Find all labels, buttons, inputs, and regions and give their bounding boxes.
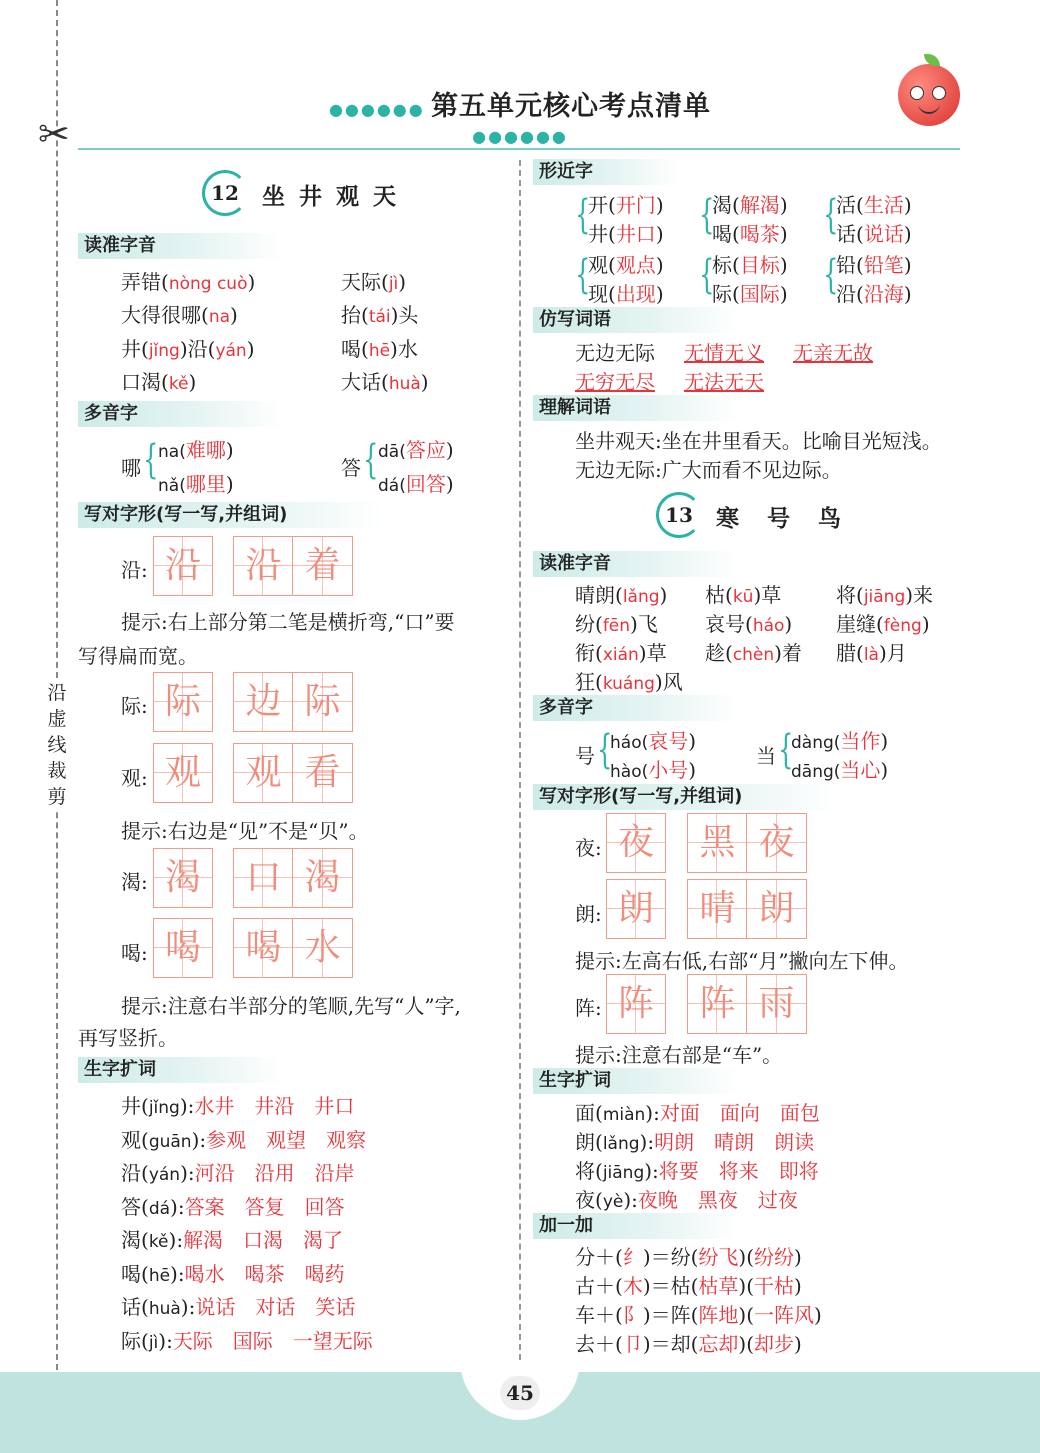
- pron-item: 纷(fēn)飞: [575, 612, 658, 636]
- tip: 写得扁而宽。: [78, 644, 198, 668]
- write-label: 际:: [121, 694, 148, 718]
- writing-box-pair: 阵 雨: [687, 974, 807, 1034]
- lesson-12-title: 坐井观天: [262, 184, 410, 210]
- add-item: 去＋(卩)＝却(忘却)(却步): [575, 1332, 802, 1356]
- section-add-radicals: 加一加: [533, 1213, 739, 1239]
- poly-char: 号: [575, 744, 595, 768]
- section-understand-words: 理解词语: [533, 395, 739, 421]
- writing-box-pair: 喝 水: [233, 918, 353, 978]
- similar-item: 铅(铅笔): [836, 253, 912, 277]
- section-pronunciation: 读准字音: [78, 233, 284, 259]
- poly-char: 当: [756, 744, 776, 768]
- brace-icon: {: [575, 192, 591, 238]
- poly-reading: dā(答应): [378, 438, 454, 462]
- similar-item: 开(开门): [588, 193, 664, 217]
- title-dots-left: ●●●●●●: [328, 100, 425, 119]
- pron-item: 口渴(kě): [121, 370, 197, 394]
- expand-item: 话(huà):说话 对话 笑话: [121, 1295, 356, 1319]
- writing-box: 阵: [606, 974, 666, 1034]
- brace-icon: {: [597, 727, 613, 773]
- writing-box-pair: 晴 朗: [687, 879, 807, 939]
- similar-item: 沿(沿海): [836, 282, 912, 306]
- cut-instruction: 沿 虚 线 裁 剪: [44, 680, 70, 810]
- poly-reading: háo(哀号): [610, 729, 697, 753]
- tip: 提示:右边是“见”不是“贝”。: [121, 819, 369, 843]
- similar-item: 活(生活): [836, 193, 912, 217]
- section-writing: 写对字形(写一写,并组词): [78, 502, 384, 528]
- pron-item: 腊(là)月: [836, 641, 907, 665]
- pron-item: 天际(jì): [341, 270, 407, 294]
- poly-reading: dàng(当作): [791, 729, 889, 753]
- imitate-answer: 无穷无尽: [575, 370, 655, 394]
- lesson-13-number: 13: [656, 492, 702, 538]
- section-pronunciation: 读准字音: [533, 551, 739, 577]
- imitate-given: 无边无际: [575, 341, 655, 365]
- add-item: 古＋(木)＝枯(枯草)(干枯): [575, 1274, 802, 1298]
- expand-item: 渴(kě):解渴 口渴 渴了: [121, 1228, 344, 1252]
- page-title: 第五单元核心考点清单: [431, 91, 712, 122]
- poly-char: 哪: [121, 456, 141, 480]
- writing-box: 沿: [153, 536, 213, 596]
- add-item: 分＋(纟)＝纷(纷飞)(纷纷): [575, 1245, 802, 1269]
- add-item: 车＋(阝)＝阵(阵地)(一阵风): [575, 1303, 822, 1327]
- brace-icon: {: [778, 727, 794, 773]
- similar-item: 渴(解渴): [712, 193, 788, 217]
- expand-item: 夜(yè):夜晚 黑夜 过夜: [575, 1188, 798, 1212]
- expand-item: 朗(lǎng):明朗 晴朗 朗读: [575, 1130, 815, 1154]
- brace-icon: {: [823, 252, 839, 298]
- write-label: 朗:: [575, 902, 602, 926]
- brace-icon: {: [823, 192, 839, 238]
- similar-item: 现(出现): [588, 282, 664, 306]
- write-label: 喝:: [121, 941, 148, 965]
- section-word-expansion: 生字扩词: [78, 1057, 284, 1083]
- brace-icon: {: [575, 252, 591, 298]
- similar-item: 喝(喝茶): [712, 222, 788, 246]
- pron-item: 趁(chèn)着: [705, 641, 802, 665]
- tip: 提示:左高右低,右部“月”撇向左下伸。: [575, 949, 909, 973]
- write-label: 观:: [121, 766, 148, 790]
- pron-item: 弄错(nòng cuò): [121, 270, 256, 294]
- pron-item: 井(jǐng)沿(yán): [121, 337, 255, 361]
- pron-item: 喝(hē)水: [341, 337, 418, 361]
- pron-item: 狂(kuáng)风: [575, 670, 683, 694]
- pron-item: 大得很哪(na): [121, 303, 238, 327]
- writing-box: 际: [153, 672, 213, 732]
- page-number: 45: [500, 1376, 540, 1410]
- poly-reading: dá(回答): [378, 472, 454, 496]
- expand-item: 井(jǐng):水井 井沿 井口: [121, 1094, 355, 1118]
- similar-item: 井(井口): [588, 222, 664, 246]
- section-writing: 写对字形(写一写,并组词): [533, 784, 839, 810]
- tip: 提示:注意右半部分的笔顺,先写“人”字,: [121, 994, 461, 1018]
- writing-box: 观: [153, 743, 213, 803]
- definition: 无边无际:广大而看不见边际。: [575, 458, 842, 482]
- expand-item: 答(dá):答案 答复 回答: [121, 1195, 345, 1219]
- scissors-icon: ✂: [38, 112, 70, 156]
- pron-item: 哀号(háo): [705, 612, 793, 636]
- writing-box: 夜: [606, 813, 666, 873]
- lesson-13-title: 寒号鸟: [716, 506, 869, 532]
- writing-box: 喝: [153, 918, 213, 978]
- writing-box-pair: 观 看: [233, 743, 353, 803]
- page-header: [290, 84, 750, 147]
- section-imitate-words: 仿写词语: [533, 307, 739, 333]
- writing-box: 朗: [606, 879, 666, 939]
- similar-item: 话(说话): [836, 222, 912, 246]
- imitate-answer: 无亲无故: [793, 341, 873, 365]
- pron-item: 崖缝(fèng): [836, 612, 930, 636]
- similar-item: 际(国际): [712, 282, 788, 306]
- similar-item: 标(目标): [712, 253, 788, 277]
- write-label: 阵:: [575, 996, 602, 1020]
- lesson-12-number: 12: [202, 170, 248, 216]
- brace-icon: {: [699, 252, 715, 298]
- writing-box-pair: 黑 夜: [687, 813, 807, 873]
- pron-item: 将(jiāng)来: [836, 583, 934, 607]
- tip: 再写竖折。: [78, 1026, 178, 1050]
- pron-item: 枯(kū)草: [705, 583, 782, 607]
- expand-item: 喝(hē):喝水 喝茶 喝药: [121, 1262, 345, 1286]
- poly-reading: na(难哪): [158, 438, 234, 462]
- section-word-expansion: 生字扩词: [533, 1068, 739, 1094]
- tip: 提示:注意右部是“车”。: [575, 1043, 783, 1067]
- poly-reading: dāng(当心): [791, 758, 889, 782]
- section-polyphones: 多音字: [78, 401, 284, 427]
- writing-box: 渴: [153, 848, 213, 908]
- title-dots-right: ●●●●●●: [472, 127, 568, 146]
- section-similar-chars: 形近字: [533, 159, 679, 185]
- header-divider: [78, 148, 960, 150]
- writing-box-pair: 边 际: [233, 672, 353, 732]
- poly-reading: nǎ(哪里): [158, 472, 234, 496]
- poly-reading: hào(小号): [610, 758, 697, 782]
- expand-item: 面(miàn):对面 面向 面包: [575, 1101, 820, 1125]
- writing-box-pair: 口 渴: [233, 848, 353, 908]
- expand-item: 将(jiāng):将要 将来 即将: [575, 1159, 819, 1183]
- imitate-answer: 无法无天: [684, 370, 764, 394]
- pron-item: 大话(huà): [341, 370, 429, 394]
- write-label: 沿:: [121, 558, 148, 582]
- write-label: 渴:: [121, 870, 148, 894]
- expand-item: 沿(yán):河沿 沿用 沿岸: [121, 1161, 355, 1185]
- apple-mascot-icon: [898, 64, 960, 126]
- imitate-answer: 无情无义: [684, 341, 764, 365]
- definition: 坐井观天:坐在井里看天。比喻目光短浅。: [575, 429, 942, 453]
- similar-item: 观(观点): [588, 253, 664, 277]
- writing-box-pair: 沿 着: [233, 536, 353, 596]
- write-label: 夜:: [575, 836, 602, 860]
- pron-item: 晴朗(lǎng): [575, 583, 668, 607]
- expand-item: 观(guān):参观 观望 观察: [121, 1128, 367, 1152]
- tip: 提示:右上部分第二笔是横折弯,“口”要: [121, 610, 455, 634]
- pron-item: 衔(xián)草: [575, 641, 667, 665]
- poly-char: 答: [341, 456, 361, 480]
- brace-icon: {: [363, 437, 379, 483]
- expand-item: 际(jì):天际 国际 一望无际: [121, 1329, 373, 1353]
- brace-icon: {: [143, 437, 159, 483]
- column-divider: [519, 160, 521, 1360]
- section-polyphones: 多音字: [533, 695, 739, 721]
- brace-icon: {: [699, 192, 715, 238]
- pron-item: 抬(tái)头: [341, 303, 419, 327]
